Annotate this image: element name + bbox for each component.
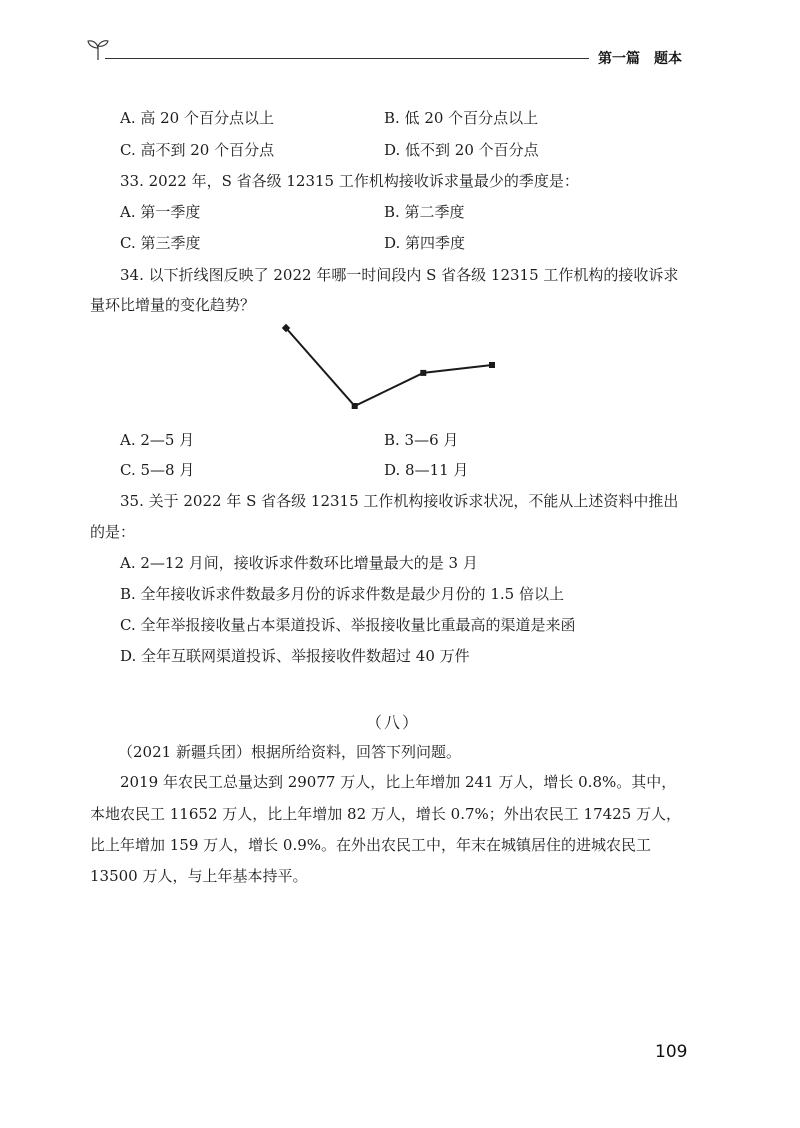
q33-stem: 33. 2022 年，S 省各级 12315 工作机构接收诉求量最少的季度是： bbox=[120, 172, 579, 190]
paragraph-line-1: 2019 年农民工总量达到 29077 万人，比上年增加 241 万人，增长 0.8%。其中， bbox=[120, 773, 677, 791]
q34-option-c: C. 5—8 月 bbox=[120, 461, 195, 479]
trend-line-chart bbox=[270, 316, 510, 416]
q34-stem-line2: 量环比增量的变化趋势？ bbox=[90, 296, 256, 314]
q32-option-a: A. 高 20 个百分点以上 bbox=[120, 109, 274, 127]
header-section-title: 第一篇 题本 bbox=[598, 51, 682, 67]
data-point-2 bbox=[352, 403, 358, 409]
section-intro: （2021 新疆兵团）根据所给资料，回答下列问题。 bbox=[118, 743, 461, 761]
q33-option-a: A. 第一季度 bbox=[120, 203, 201, 221]
q35-option-a: A. 2—12 月间，接收诉求件数环比增量最大的是 3 月 bbox=[120, 554, 478, 572]
data-point-3 bbox=[420, 370, 426, 376]
q33-option-c: C. 第三季度 bbox=[120, 234, 201, 252]
q35-stem-line1: 35. 关于 2022 年 S 省各级 12315 工作机构接收诉求状况，不能从上述资料中推出 bbox=[120, 492, 679, 510]
trend-line bbox=[286, 328, 492, 406]
q32-option-b: B. 低 20 个百分点以上 bbox=[384, 109, 539, 127]
paragraph-line-4: 13500 万人，与上年基本持平。 bbox=[90, 867, 308, 885]
q35-option-b: B. 全年接收诉求件数最多月份的诉求件数是最少月份的 1.5 倍以上 bbox=[120, 585, 564, 603]
page-number: 109 bbox=[655, 1042, 688, 1062]
header-rule bbox=[105, 58, 589, 59]
q34-stem-line1: 34. 以下折线图反映了 2022 年哪一时间段内 S 省各级 12315 工作机构的接收诉求 bbox=[120, 266, 679, 284]
q33-option-b: B. 第二季度 bbox=[384, 203, 465, 221]
q32-option-c: C. 高不到 20 个百分点 bbox=[120, 141, 275, 159]
q34-option-b: B. 3—6 月 bbox=[384, 431, 459, 449]
q34-option-a: A. 2—5 月 bbox=[120, 431, 195, 449]
section-title: （八） bbox=[366, 713, 421, 732]
paragraph-line-3: 比上年增加 159 万人，增长 0.9%。在外出农民工中，年末在城镇居住的进城农民工 bbox=[90, 836, 652, 854]
paragraph-line-2: 本地农民工 11652 万人，比上年增加 82 万人，增长 0.7%；外出农民工 17425 万人， bbox=[90, 805, 682, 823]
q35-option-c: C. 全年举报接收量占本渠道投诉、举报接收量比重最高的渠道是来函 bbox=[120, 616, 576, 634]
q32-option-d: D. 低不到 20 个百分点 bbox=[384, 141, 539, 159]
q35-option-d: D. 全年互联网渠道投诉、举报接收件数超过 40 万件 bbox=[120, 647, 470, 665]
q35-stem-line2: 的是： bbox=[90, 523, 136, 541]
q33-option-d: D. 第四季度 bbox=[384, 234, 466, 252]
data-point-4 bbox=[489, 362, 495, 368]
q34-option-d: D. 8—11 月 bbox=[384, 461, 469, 479]
